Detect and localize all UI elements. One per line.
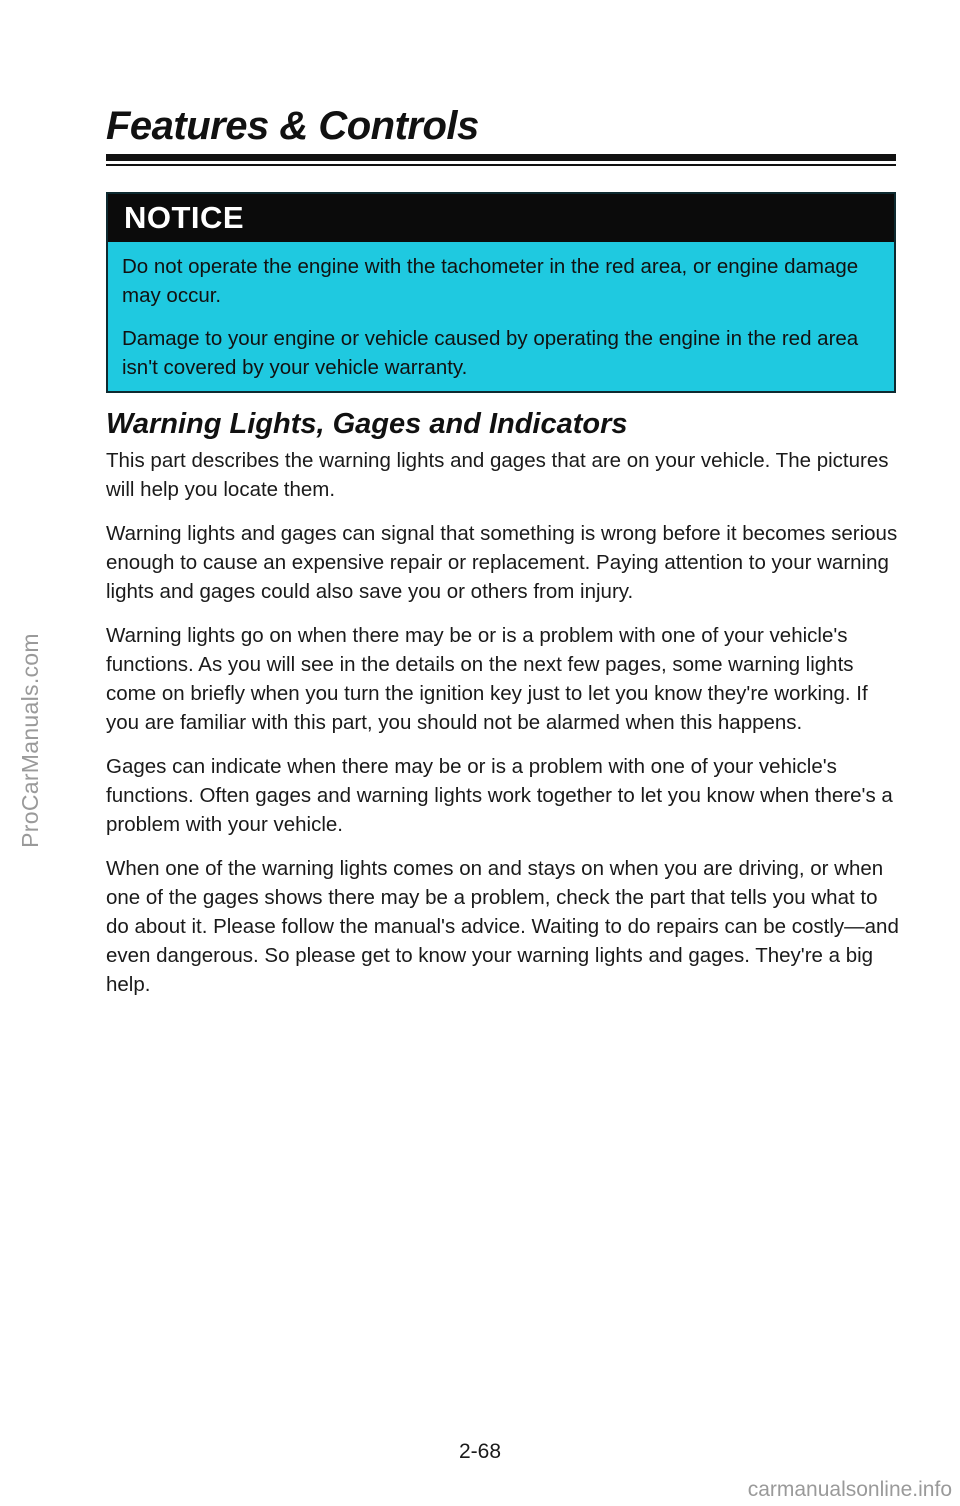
- body-paragraph: Warning lights and gages can signal that something is wrong before it becomes serious enough to cause an expensive repair or replacement. Paying attention to your warning lights and gages could also save you or others from injury.: [106, 522, 898, 603]
- notice-label: NOTICE: [124, 200, 245, 235]
- body-paragraph: When one of the warning lights comes on and stays on when you are driving, or when one of the gages shows there may be a problem, check the part that tells you what to do about it. Please follow the manual's advice. Waiting to do repairs can be costly—and even dangerous. So please get to know your warning lights and gages. They're a big help.: [106, 857, 899, 996]
- page-header-title: Features & Controls: [106, 104, 479, 148]
- notice-body: [108, 242, 894, 382]
- footer-watermark: carmanualsonline.info: [747, 1478, 952, 1501]
- notice-box: [106, 192, 896, 393]
- page-number: 2-68: [458, 1440, 502, 1463]
- section-heading: Warning Lights, Gages and Indicators: [106, 408, 628, 440]
- body-paragraph: Warning lights go on when there may be or is a problem with one of your vehicle's functions. As you will see in the details on the next few pages, some warning lights come on briefly when you turn the ignition key just to let you know they're working. If you are familiar with this part, you should not be alarmed when this happens.: [106, 624, 868, 734]
- body-paragraph: This part describes the warning lights and gages that are on your vehicle. The pictures will help you locate them.: [106, 449, 889, 501]
- notice-paragraph: Damage to your engine or vehicle caused by operating the engine in the red area isn't covered by your vehicle warranty.: [122, 327, 859, 379]
- side-watermark-text: ProCarManuals.com: [16, 632, 43, 848]
- side-watermark: [6, 520, 54, 960]
- header-rule-thin: [106, 164, 896, 166]
- header-rule: [106, 154, 896, 161]
- notice-header-bar: [108, 194, 894, 242]
- body-paragraph: Gages can indicate when there may be or is a problem with one of your vehicle's functions. Often gages and warning lights work together to let you know when there's a problem with your vehicle.: [106, 755, 893, 836]
- notice-paragraph: Do not operate the engine with the tachometer in the red area, or engine damage may occur.: [122, 255, 859, 307]
- body-text: [106, 446, 901, 1014]
